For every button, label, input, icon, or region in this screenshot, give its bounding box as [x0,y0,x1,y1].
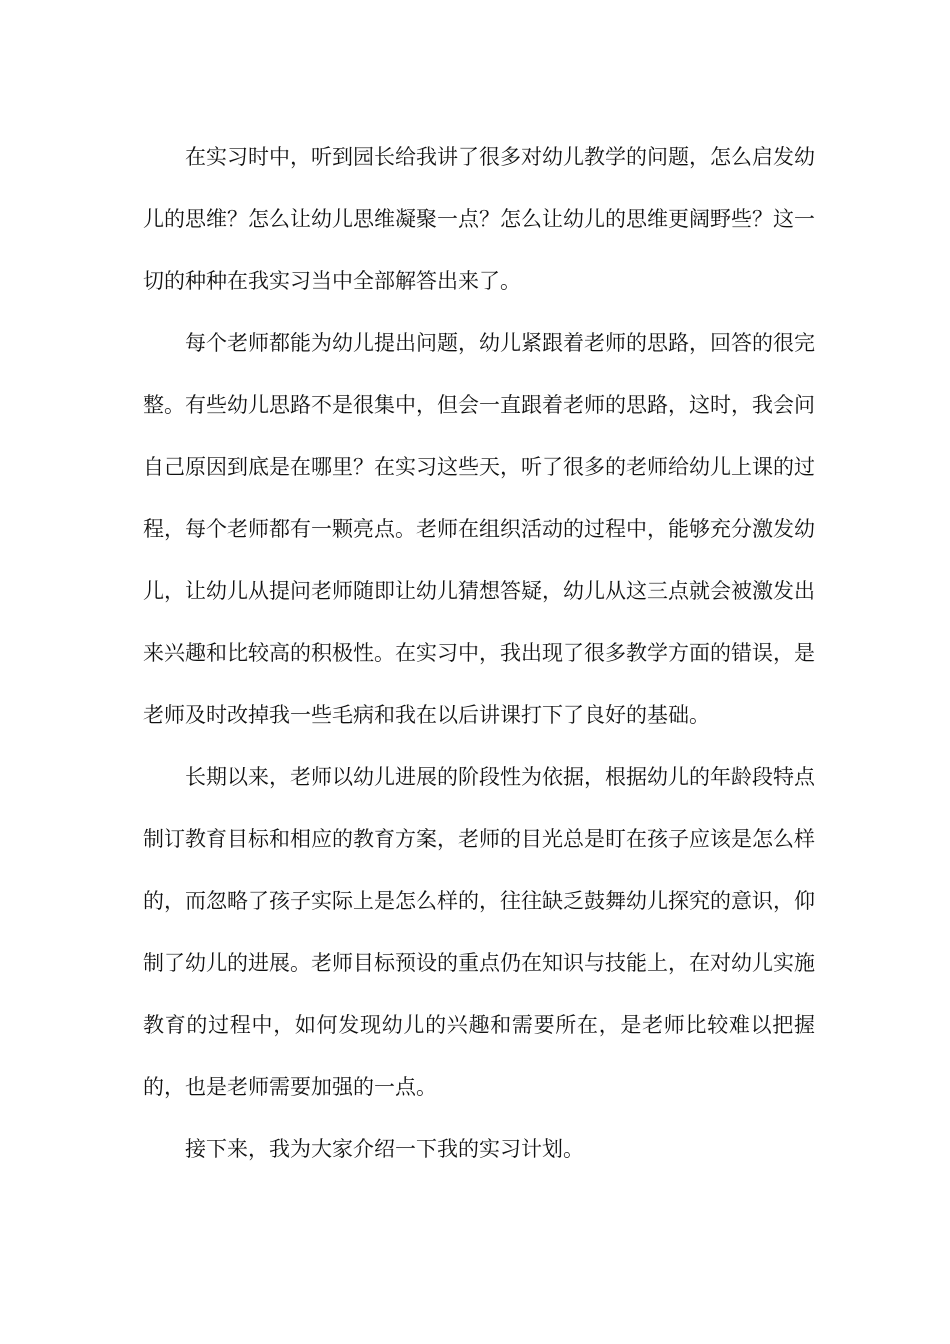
paragraph-3: 长期以来，老师以幼儿进展的阶段性为依据，根据幼儿的年龄段特点制订教育目标和相应的教育方案，老师的目光总是盯在孩子应该是怎么样的，而忽略了孩子实际上是怎么样的，往往缺乏鼓舞幼儿探究的意识，仰制了幼儿的进展。老师目标预设的重点仍在知识与技能上，在对幼儿实施教育的过程中，如何发现幼儿的兴趣和需要所在，是老师比较难以把握的，也是老师需要加强的一点。 [143,765,815,1099]
document-body [143,126,815,1180]
paragraph-2: 每个老师都能为幼儿提出问题，幼儿紧跟着老师的思路，回答的很完整。有些幼儿思路不是很集中，但会一直跟着老师的思路，这时，我会问自己原因到底是在哪里？在实习这些天，听了很多的老师给幼儿上课的过程，每个老师都有一颗亮点。老师在组织活动的过程中，能够充分激发幼儿，让幼儿从提问老师随即让幼儿猜想答疑，幼儿从这三点就会被激发出来兴趣和比较高的积极性。在实习中，我出现了很多教学方面的错误，是老师及时改掉我一些毛病和我在以后讲课打下了良好的基础。 [143,331,815,727]
paragraph-1: 在实习时中，听到园长给我讲了很多对幼儿教学的问题，怎么启发幼儿的思维？怎么让幼儿思维凝聚一点？怎么让幼儿的思维更阔野些？这一切的种种在我实习当中全部解答出来了。 [143,145,815,293]
paragraph-4: 接下来，我为大家介绍一下我的实习计划。 [185,1137,584,1161]
